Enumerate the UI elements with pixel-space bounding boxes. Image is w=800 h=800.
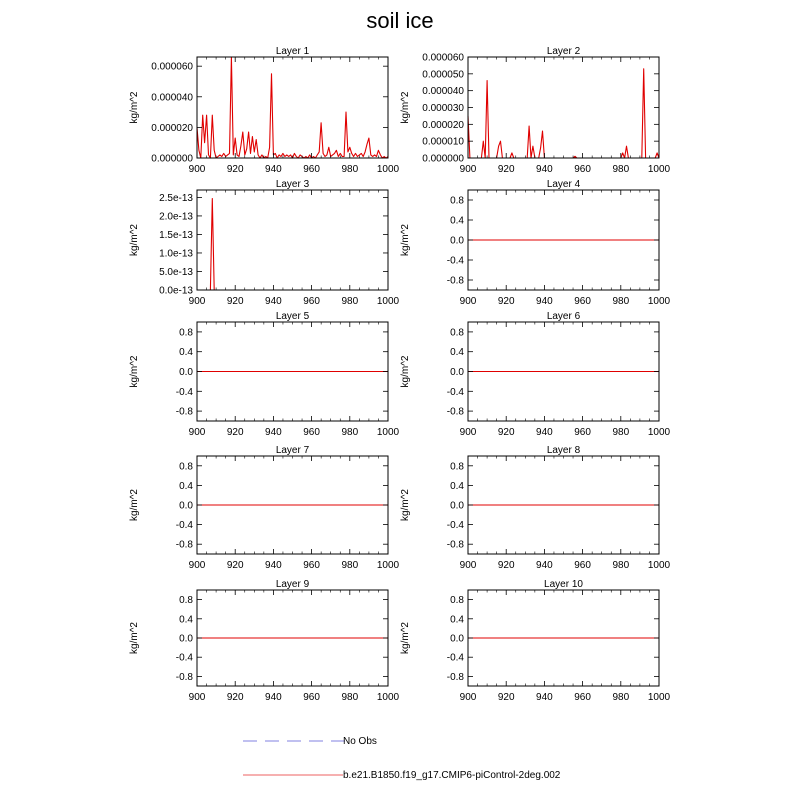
x-tick-label: 960	[303, 560, 320, 571]
x-tick-label: 980	[612, 692, 630, 703]
x-tick-label: 920	[226, 296, 244, 307]
panel-layer-6	[400, 311, 671, 438]
x-tick-label: 1000	[376, 427, 400, 438]
y-tick-label: 2.0e-13	[159, 211, 193, 223]
y-tick-label: 0.000040	[422, 86, 464, 98]
legend-model-swatch	[240, 767, 350, 783]
y-tick-label: 0.0	[179, 633, 193, 645]
x-tick-label: 920	[226, 560, 244, 571]
y-tick-label: 0.0	[450, 367, 464, 378]
x-tick-label: 900	[188, 692, 206, 703]
x-tick-label: 980	[341, 296, 359, 307]
x-tick-label: 920	[226, 427, 244, 438]
x-tick-label: 940	[265, 296, 282, 307]
y-axis-label: kg/m^2	[400, 489, 411, 521]
y-axis-label: kg/m^2	[400, 355, 411, 388]
y-tick-label: 0.8	[450, 327, 464, 339]
legend-obs-swatch	[240, 733, 350, 749]
x-tick-label: 920	[226, 164, 244, 175]
x-tick-label: 980	[612, 427, 630, 438]
y-tick-label: 0.4	[450, 347, 464, 359]
panel-layer-9	[129, 579, 400, 703]
y-tick-label: 0.000020	[151, 122, 193, 134]
x-tick-label: 1000	[376, 560, 400, 571]
y-tick-label: 0.0	[450, 235, 464, 247]
x-tick-label: 900	[459, 692, 477, 703]
panel-layer-2	[400, 46, 671, 175]
y-tick-label: -0.4	[446, 520, 464, 532]
plot-frame	[468, 57, 659, 158]
y-tick-label: 0.000020	[422, 119, 464, 131]
x-tick-label: 980	[341, 692, 359, 703]
panel-layer-4	[400, 179, 671, 307]
x-tick-label: 940	[536, 296, 553, 307]
x-tick-label: 980	[341, 164, 359, 175]
y-axis-label: kg/m^2	[129, 224, 140, 256]
y-tick-label: 0.000030	[422, 103, 464, 114]
y-axis-label: kg/m^2	[400, 224, 411, 256]
y-tick-label: 0.0	[450, 500, 464, 512]
y-tick-label: -0.8	[175, 539, 193, 551]
panel-title: Layer 7	[275, 445, 310, 456]
panel-title: Layer 10	[544, 579, 583, 590]
x-tick-label: 960	[574, 427, 591, 438]
y-tick-label: -0.4	[175, 652, 193, 664]
y-axis-label: kg/m^2	[400, 91, 411, 124]
y-tick-label: 1.5e-13	[159, 229, 193, 241]
x-tick-label: 900	[188, 560, 206, 571]
x-tick-label: 980	[612, 560, 630, 571]
plot-frame	[197, 190, 388, 290]
y-tick-label: 0.4	[179, 480, 193, 492]
y-tick-label: -0.4	[175, 386, 193, 398]
y-tick-label: 0.000050	[422, 69, 464, 81]
y-tick-label: 0.8	[179, 595, 193, 607]
x-tick-label: 940	[265, 427, 282, 438]
y-tick-label: -0.8	[175, 671, 193, 683]
x-tick-label: 940	[536, 560, 553, 571]
x-tick-label: 1000	[376, 164, 400, 175]
panel-title: Layer 1	[275, 46, 310, 57]
y-tick-label: 0.4	[179, 347, 193, 359]
x-tick-label: 960	[303, 296, 320, 307]
y-tick-label: 0.000010	[422, 136, 464, 148]
panel-title: Layer 2	[546, 46, 581, 57]
y-tick-label: 0.8	[450, 461, 464, 473]
x-tick-label: 940	[536, 692, 553, 703]
panel-layer-7	[129, 445, 400, 571]
y-tick-label: 0.8	[179, 461, 193, 473]
y-tick-label: -0.4	[446, 652, 464, 664]
y-tick-label: 0.000060	[422, 52, 464, 64]
y-tick-label: 0.8	[179, 327, 193, 339]
x-tick-label: 920	[497, 164, 515, 175]
x-tick-label: 940	[265, 560, 282, 571]
x-tick-label: 960	[574, 560, 591, 571]
x-tick-label: 1000	[647, 427, 671, 438]
y-tick-label: -0.4	[446, 255, 464, 267]
figure-title: soil ice	[366, 8, 434, 33]
x-tick-label: 940	[265, 692, 282, 703]
x-tick-label: 900	[188, 427, 206, 438]
plot-frame	[197, 57, 388, 158]
data-series-line	[197, 57, 388, 158]
legend-model-label: b.e21.B1850.f19_g17.CMIP6-piControl-2deg.002	[343, 770, 561, 781]
panel-layer-8	[400, 445, 671, 571]
x-tick-label: 1000	[376, 296, 400, 307]
x-tick-label: 1000	[647, 296, 671, 307]
x-tick-label: 900	[188, 296, 206, 307]
x-tick-label: 980	[612, 296, 630, 307]
x-tick-label: 980	[341, 560, 359, 571]
x-tick-label: 960	[574, 692, 591, 703]
x-tick-label: 960	[574, 296, 591, 307]
x-tick-label: 900	[459, 296, 477, 307]
x-tick-label: 980	[612, 164, 630, 175]
panel-title: Layer 6	[546, 311, 581, 322]
x-tick-label: 940	[536, 427, 553, 438]
y-tick-label: 0.4	[450, 215, 464, 227]
y-tick-label: 0.000000	[151, 153, 193, 165]
x-tick-label: 920	[497, 427, 515, 438]
y-tick-label: -0.8	[446, 671, 464, 683]
y-tick-label: 0.4	[179, 614, 193, 626]
panel-title: Layer 9	[275, 579, 310, 590]
y-tick-label: -0.8	[175, 406, 193, 418]
y-tick-label: 0.0e-13	[159, 285, 193, 297]
y-tick-label: 0.000040	[151, 92, 193, 104]
y-tick-label: 1.0e-13	[159, 248, 193, 260]
y-tick-label: -0.4	[175, 520, 193, 532]
y-tick-label: 0.0	[179, 367, 193, 378]
x-tick-label: 940	[536, 164, 553, 175]
x-tick-label: 900	[188, 164, 206, 175]
x-tick-label: 960	[303, 164, 320, 175]
x-tick-label: 920	[497, 560, 515, 571]
y-axis-label: kg/m^2	[400, 622, 411, 654]
data-series-line	[468, 69, 659, 158]
y-axis-label: kg/m^2	[129, 489, 140, 521]
y-tick-label: 0.4	[450, 614, 464, 626]
y-tick-label: 0.000000	[422, 153, 464, 165]
y-tick-label: -0.8	[446, 406, 464, 418]
y-tick-label: 0.4	[450, 480, 464, 492]
panel-title: Layer 8	[546, 445, 581, 456]
y-axis-label: kg/m^2	[129, 91, 140, 124]
x-tick-label: 940	[265, 164, 282, 175]
panel-title: Layer 4	[546, 179, 581, 190]
y-axis-label: kg/m^2	[129, 355, 140, 388]
panel-layer-10	[400, 579, 671, 703]
panel-layer-3	[129, 179, 400, 307]
panel-title: Layer 3	[275, 179, 310, 190]
x-tick-label: 900	[459, 560, 477, 571]
x-tick-label: 900	[459, 427, 477, 438]
y-tick-label: -0.8	[446, 275, 464, 287]
panel-layer-5	[129, 311, 400, 438]
x-tick-label: 920	[497, 296, 515, 307]
x-tick-label: 1000	[376, 692, 400, 703]
y-tick-label: 0.0	[179, 500, 193, 512]
legend-obs-label: No Obs	[343, 736, 377, 747]
y-tick-label: -0.8	[446, 539, 464, 551]
panel-title: Layer 5	[275, 311, 310, 322]
y-axis-label: kg/m^2	[129, 622, 140, 654]
x-tick-label: 1000	[647, 692, 671, 703]
x-tick-label: 960	[303, 692, 320, 703]
data-series-line	[197, 199, 388, 291]
x-tick-label: 920	[226, 692, 244, 703]
x-tick-label: 1000	[647, 560, 671, 571]
y-tick-label: 5.0e-13	[159, 266, 193, 278]
x-tick-label: 1000	[647, 164, 671, 175]
x-tick-label: 980	[341, 427, 359, 438]
panel-layer-1	[129, 46, 400, 175]
y-tick-label: 0.000060	[151, 61, 193, 73]
x-tick-label: 960	[303, 427, 320, 438]
y-tick-label: 2.5e-13	[159, 192, 193, 204]
y-tick-label: 0.0	[450, 633, 464, 645]
x-tick-label: 960	[574, 164, 591, 175]
x-tick-label: 920	[497, 692, 515, 703]
y-tick-label: -0.4	[446, 386, 464, 398]
y-tick-label: 0.8	[450, 195, 464, 207]
x-tick-label: 900	[459, 164, 477, 175]
y-tick-label: 0.8	[450, 595, 464, 607]
